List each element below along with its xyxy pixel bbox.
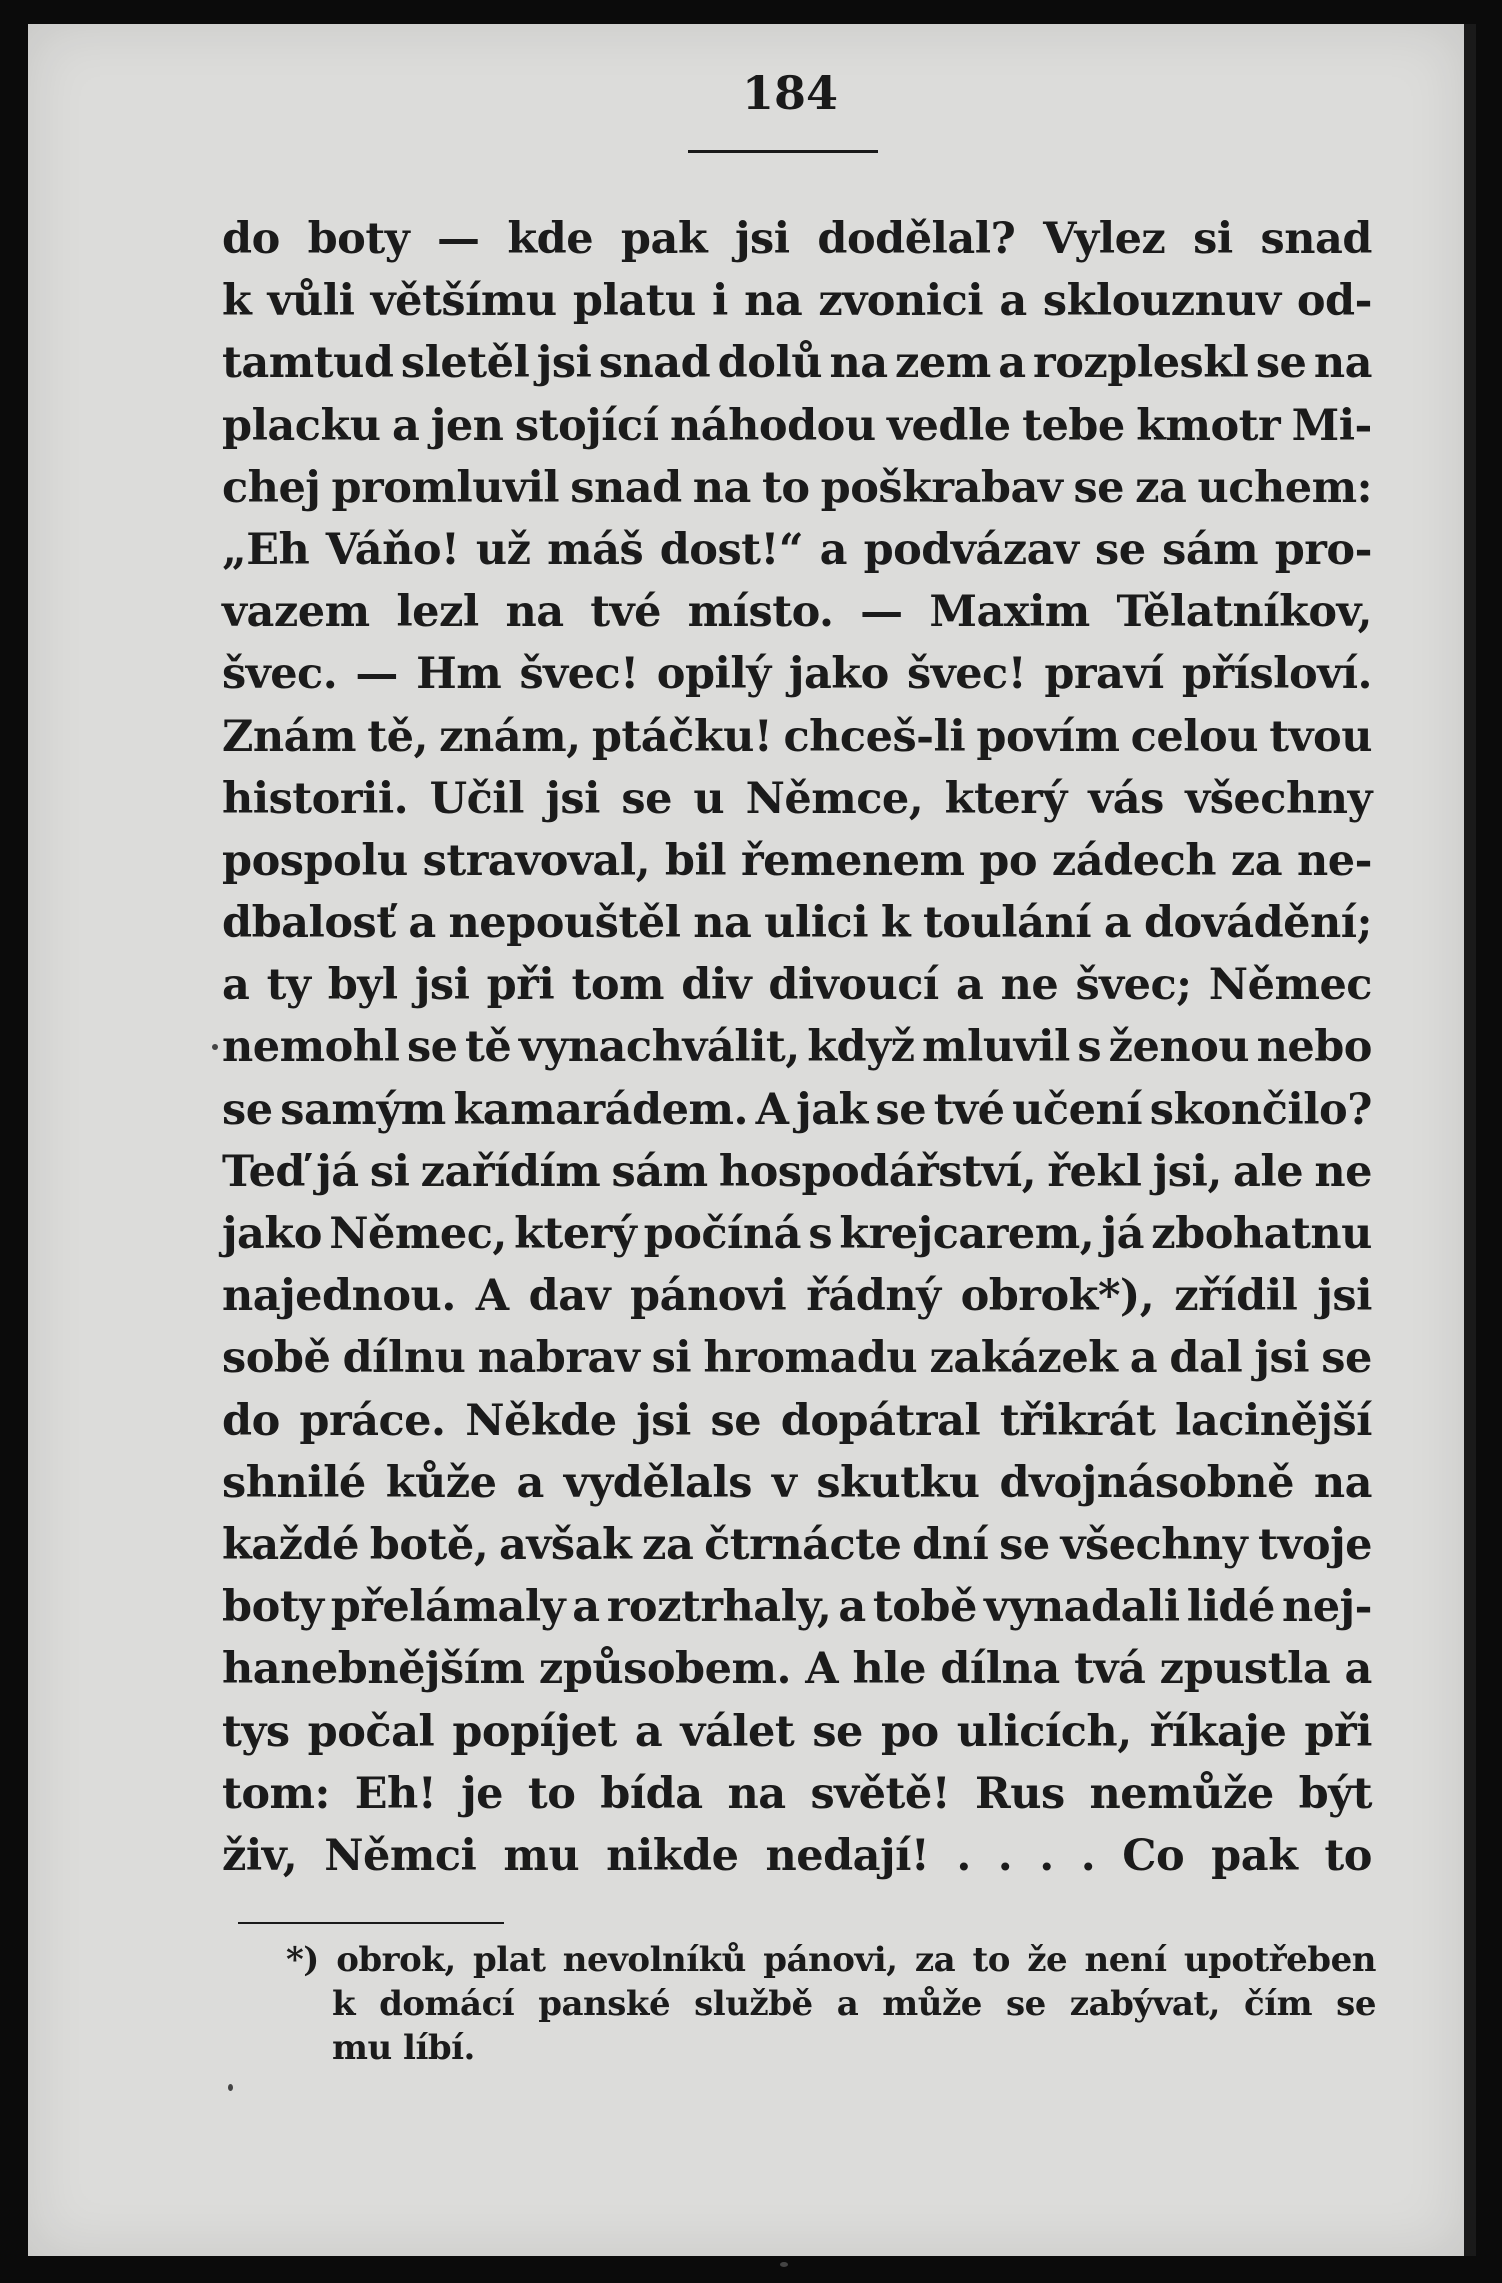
footnote-line: k domácí panské službě a může se zabývat, čím se	[332, 1984, 1376, 2024]
text-line: chej promluvil snad na to poškrabav se za uchem:	[222, 462, 1372, 513]
text-line: tom: Eh! je to bída na světě! Rus nemůže být	[222, 1768, 1372, 1819]
page-edge-shadow	[1464, 24, 1476, 2256]
text-line: tamtud sletěl jsi snad dolů na zem a rozpleskl se na	[222, 338, 1372, 389]
text-line: sobě dílnu nabrav si hromadu zakázek a dal jsi se	[222, 1333, 1372, 1384]
text-line: tys počal popíjet a válet se po ulicích, říkaje při	[222, 1706, 1372, 1757]
text-line: každé botě, avšak za čtrnácte dní se všechny tvoje	[222, 1519, 1372, 1570]
text-line: historii. Učil jsi se u Němce, který vás všechny	[222, 773, 1372, 824]
footnote-line: mu líbí.	[332, 2028, 475, 2068]
scan-speck	[212, 1044, 218, 1050]
text-line: a ty byl jsi při tom div divoucí a ne švec; Němec	[222, 960, 1372, 1011]
page-number-rule	[688, 150, 878, 153]
text-line: Znám tě, znám, ptáčku! chceš-li povím celou tvou	[222, 711, 1372, 762]
text-line: vazem lezl na tvé místo. — Maxim Tělatníkov,	[222, 587, 1372, 638]
text-line: Teď já si zařídím sám hospodářství, řekl jsi, ale ne	[222, 1146, 1372, 1197]
footnote-line: *) obrok, plat nevolníků pánovi, za to že není upotřeben	[286, 1940, 1376, 1980]
text-line: se samým kamarádem. A jak se tvé učení skončilo?	[222, 1084, 1372, 1135]
text-line: hanebnějším způsobem. A hle dílna tvá zpustla a	[222, 1644, 1372, 1695]
text-line: živ, Němci mu nikde nedají! . . . . Co pak to	[222, 1830, 1372, 1881]
text-line: najednou. A dav pánovi řádný obrok*), zřídil jsi	[222, 1271, 1372, 1322]
text-line: do boty — kde pak jsi dodělal? Vylez si snad	[222, 214, 1372, 264]
text-line: do práce. Někde jsi se dopátral třikrát lacinější	[222, 1395, 1372, 1446]
text-line: „Eh Váňo! už máš dost!“ a podvázav se sám pro-	[222, 524, 1372, 575]
text-line: dbalosť a nepouštěl na ulici k toulání a dovádění;	[222, 898, 1372, 949]
text-line: jako Němec, který počíná s krejcarem, já zbohatnu	[222, 1209, 1372, 1259]
text-line: boty přelámaly a roztrhaly, a tobě vynadali lidé nej-	[222, 1582, 1372, 1633]
text-line: švec. — Hm švec! opilý jako švec! praví přísloví.	[222, 649, 1372, 700]
scan-speck	[780, 2262, 788, 2267]
footnote-rule	[238, 1922, 504, 1924]
footnote	[286, 1938, 1376, 2070]
text-line: pospolu stravoval, bil řemenem po zádech za ne-	[222, 835, 1372, 886]
text-line: nemohl se tě vynachválit, když mluvil s ženou nebo	[222, 1022, 1372, 1073]
scan-speck	[228, 2084, 233, 2091]
body-text	[222, 208, 1372, 1887]
text-line: shnilé kůže a vydělals v skutku dvojnásobně na	[222, 1457, 1372, 1508]
text-line: k vůli většímu platu i na zvonici a sklouznuv od-	[222, 276, 1372, 327]
page-number: 184	[741, 66, 839, 120]
text-line: placku a jen stojící náhodou vedle tebe kmotr Mi-	[222, 400, 1372, 451]
